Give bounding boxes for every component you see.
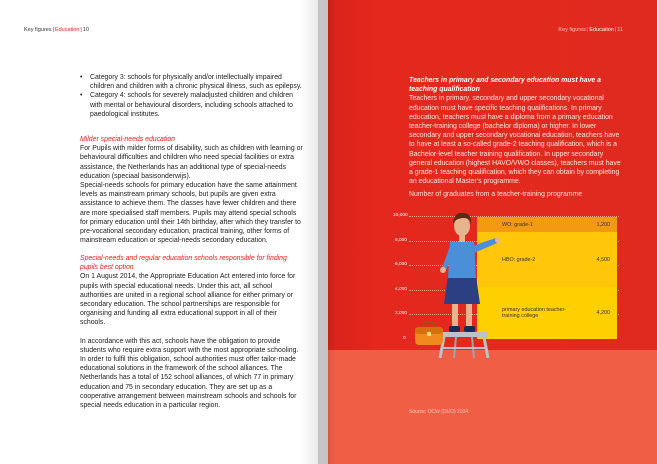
- page-number: 10: [82, 27, 89, 33]
- y-tick-label: 8,000: [395, 238, 408, 243]
- paragraph: Special-needs schools for primary education have the same attainment levels as mainstream primary schools, but pupils are given extra assistance to achieve them. The classes have fewer children and there are more specialised staff members. Pupils may attend special schools for primary education until their 14th birthday, after which they transfer to pre-vocational secondary education, practical training, other forms of mainstream education or special-needs secondary education.: [80, 182, 301, 245]
- chart-source: Source: OCW (DUO) 2014: [409, 409, 469, 415]
- y-tick-label: 0: [403, 336, 406, 341]
- header-separator: |: [80, 27, 82, 33]
- section-heading: Teachers in primary and secondary education must have a teaching qualification: [409, 77, 601, 94]
- page-number: 11: [617, 27, 623, 33]
- series-label: HBO: grade-2: [502, 256, 536, 263]
- paragraph: On 1 August 2014, the Appropriate Education Act entered into force for pupils with special educational needs. Under this act, all school authorities are united in a regional school alliance for either primary or secondary education. The school partnerships are responsible for organising and funding all extra educational support in all of their schools.: [80, 273, 296, 327]
- header-section: Key figures: [558, 27, 586, 33]
- header-separator: |: [52, 27, 54, 33]
- right-page-fold-shadow: [318, 0, 336, 464]
- section-school-alliances: [80, 254, 304, 410]
- header-chapter: Education: [54, 27, 80, 33]
- category-list: [80, 73, 304, 119]
- section-heading: Milder special-needs education: [80, 136, 175, 143]
- chart-title: Number of graduates from a teacher-training programme: [409, 191, 583, 198]
- header-section: Key figures: [24, 27, 52, 33]
- data-label: 4,200: [596, 310, 610, 317]
- header-chapter: Education: [589, 27, 614, 33]
- series-label: WO: grade-1: [502, 221, 533, 228]
- right-page-bottom-band: [328, 350, 657, 464]
- series-label: primary education teacher-training college: [502, 307, 567, 320]
- section-milder-special-needs: [80, 135, 304, 245]
- header-separator: |: [614, 27, 617, 33]
- section-heading: Special-needs and regular education schools responsible for finding pupils best option: [80, 255, 287, 272]
- page-header-left: [24, 27, 89, 33]
- data-label: 4,500: [596, 256, 610, 263]
- stool-icon: [440, 332, 488, 358]
- list-item: • Category 4: schools for severely maladjusted children and children with mental or behavioural disorders, including schools attached to paedological institutes.: [80, 91, 304, 119]
- y-tick-label: 10,000: [393, 213, 408, 218]
- paragraph: Teachers in primary, secondary and upper secondary vocational education must have specific teaching qualifications. In primary education, teachers must have a diploma from a primary education teacher-training college (bachelor diploma) or higher. In lower secondary and upper secondary vocational education, teachers have to have at least a so-called grade-2 teaching qualification, which is a Bachelor-level teacher training qualification. In upper secondary general education (highest HAVO/VWO classes), teachers must have a grade-1 teaching qualification, which they can obtain by completing an educational Master's programme.: [409, 95, 621, 186]
- header-separator: |: [586, 27, 589, 33]
- list-item: • Category 3: schools for physically and/or intellectually impaired children and children with a chronic physical illness, such as epilepsy.: [80, 73, 304, 91]
- paragraph: In accordance with this act, schools have the obligation to provide students who require extra support with the most appropriate schooling. In order to fulfil this obligation, school authorities must offer tailor-made educational solutions in the framework of the school alliances. The Netherlands has a total of 152 school alliances, of which 77 in primary education and 75 in secondary education. They are set up as a cooperative arrangement between mainstream schools and schools for special needs education in a particular region.: [80, 337, 299, 410]
- page-header-right: [558, 27, 623, 33]
- school-bag-icon: [414, 321, 444, 347]
- y-tick-label: 4,000: [395, 287, 408, 292]
- data-label: 1,200: [596, 221, 610, 228]
- y-tick-label: 6,000: [395, 262, 408, 267]
- y-tick-label: 2,000: [395, 311, 408, 316]
- paragraph: For Pupils with milder forms of disability, such as children with learning or behavioural difficulties and children who need special facilities or extra assistance, the Netherlands has an additional type of special-needs education (speciaal basisonderwijs).: [80, 145, 303, 180]
- teacher-qualification-section: [409, 76, 625, 186]
